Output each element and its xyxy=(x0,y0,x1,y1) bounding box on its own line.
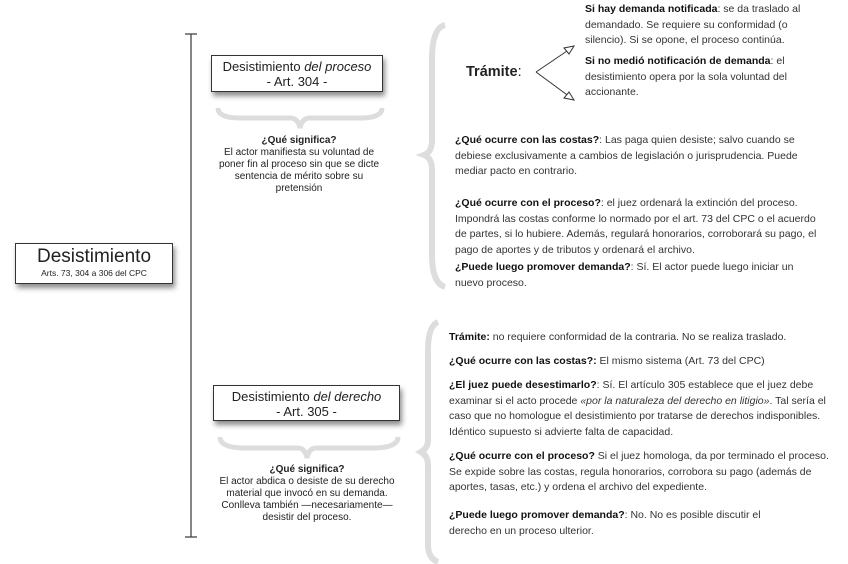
proceso-title: Desistimiento xyxy=(222,59,305,74)
derecho-juez xyxy=(449,378,841,440)
main-bracket-line xyxy=(185,34,197,537)
brace-derecho-right xyxy=(421,322,438,562)
brace-proceso-right xyxy=(424,25,445,287)
proceso-node xyxy=(211,55,383,92)
branch-no-notificada-text: : el desistimiento opera por la sola voluntad del accionante. xyxy=(585,55,787,98)
proceso-costas xyxy=(455,133,817,180)
derecho-title: Desistimiento xyxy=(231,389,314,404)
derecho-demanda xyxy=(449,508,789,539)
derecho-node xyxy=(213,385,400,421)
derecho-title-italic: del derecho xyxy=(313,389,382,404)
tramite-colon: : xyxy=(517,64,522,80)
derecho-meaning-heading: ¿Qué significa? xyxy=(269,464,345,475)
derecho-demanda-a: : No. No es posible discutir el derecho en un proceso ulterior. xyxy=(449,509,761,537)
derecho-tramite-a: no requiere conformidad de la contraria. No se realiza traslado. xyxy=(489,331,787,343)
proceso-costas-a: : Las paga quien desiste; salvo cuando se debiese exclusivamente a cambios de legislación o jurisprudencia. Puede mediar pacto en contrario. xyxy=(455,134,798,177)
derecho-meaning-text: El actor abdica o desiste de su derecho material que invocó en su demanda. Conlleva también —necesariamente— desistir del proceso. xyxy=(219,476,395,523)
proceso-demanda-q: ¿Puede luego promover demanda? xyxy=(455,261,631,273)
proceso-demanda-a: : Sí. El actor puede luego iniciar un nuevo proceso. xyxy=(455,261,794,289)
derecho-proceso xyxy=(449,449,841,496)
proceso-costas-q: ¿Qué ocurre con las costas? xyxy=(455,134,600,146)
derecho-meaning xyxy=(218,464,396,524)
proceso-meaning xyxy=(213,135,385,195)
root-subtitle: Arts. 73, 304 a 306 del CPC xyxy=(41,268,147,278)
proceso-proceso xyxy=(455,196,821,258)
derecho-tramite-q: Trámite: xyxy=(449,331,490,343)
derecho-costas-q: ¿Qué ocurre con las costas?: xyxy=(449,355,597,367)
tramite-label xyxy=(466,64,522,80)
proceso-demanda xyxy=(455,260,821,291)
derecho-costas-a: El mismo sistema (Art. 73 del CPC) xyxy=(596,355,765,367)
proceso-proceso-a: : el juez ordenará la extinción del proceso. Impondrá las costas conforme lo normado por el art. 73 del CPC o el acuerdo de partes, si lo hubiere. Además, regulará honorarios, corroborará su pago, el pago de aportes y de tributos y ordenará el archivo. xyxy=(455,197,817,256)
branch-notificada-text: : se da traslado al demandado. Se requiere su conformidad (o silencio). Si se opone, el proceso continúa. xyxy=(585,3,801,46)
tramite-label-text: Trámite xyxy=(466,64,518,80)
proceso-title-italic: del proceso xyxy=(304,59,372,74)
derecho-juez-quote: «por la naturaleza del derecho en litigio» xyxy=(580,394,770,407)
derecho-tramite xyxy=(449,330,829,346)
proceso-proceso-q: ¿Qué ocurre con el proceso? xyxy=(455,197,601,209)
proceso-article: - Art. 304 - xyxy=(266,74,328,89)
root-title: Desistimiento xyxy=(36,246,152,267)
brace-derecho-under xyxy=(220,437,398,458)
branch-notificada xyxy=(585,2,817,49)
derecho-demanda-q: ¿Puede luego promover demanda? xyxy=(449,509,625,521)
tramite-arrows xyxy=(536,46,574,100)
branch-no-notificada-label: Si no medió notificación de demanda xyxy=(585,55,771,67)
derecho-juez-a1: : Sí. El artículo 305 establece que el juez debe examinar si el acto procede xyxy=(449,379,814,407)
root-node xyxy=(15,243,173,284)
derecho-proceso-a: Si el juez homologa, da por terminado el proceso. Se expide sobre las costas, regula honorarios, corrobora su pago (además de aportes, tasas, etc.) y ordena el archivo del expediente. xyxy=(449,450,829,493)
branch-no-notificada xyxy=(585,54,800,101)
branch-notificada-label: Si hay demanda notificada xyxy=(585,3,718,15)
brace-proceso-under xyxy=(218,108,382,128)
proceso-meaning-heading: ¿Qué significa? xyxy=(261,135,337,146)
derecho-proceso-q: ¿Qué ocurre con el proceso? xyxy=(449,450,595,462)
derecho-juez-a2: . Tal sería el caso que no homologue el desistimiento por tratarse de derechos indisponibles. Idéntico supuesto si advierte falta de capacidad. xyxy=(449,394,826,438)
proceso-meaning-text: El actor manifiesta su voluntad de poner fin al proceso sin que se dicte sentencia de mérito sobre su pretensión xyxy=(218,147,380,194)
derecho-article: - Art. 305 - xyxy=(276,404,337,419)
derecho-juez-q: ¿El juez puede desestimarlo? xyxy=(449,379,597,391)
derecho-costas xyxy=(449,354,829,370)
